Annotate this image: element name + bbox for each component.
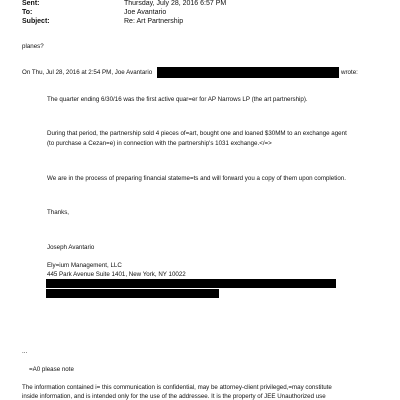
- redaction-signature-line-1: [46, 279, 336, 288]
- signature-name: Joseph Avantario: [47, 244, 95, 251]
- paragraph-1: The quarter ending 6/30/16 was the first active quar=er for AP Narrows LP (the art partnership).: [47, 96, 308, 103]
- thanks-text: Thanks,: [47, 209, 70, 216]
- confidentiality-line-2: inside information, and is intended only for the use of the addressee. It is the property of JEE Unauthorized use: [22, 393, 326, 400]
- to-row: [22, 8, 166, 17]
- to-value: Joe Avantario: [124, 9, 167, 16]
- confidentiality-line-1: The information contained i= this communication is confidential, may be attorney-client privileged,=may constitute: [22, 384, 332, 391]
- redaction-signature-line-2: [46, 289, 219, 298]
- subject-row: [22, 17, 183, 26]
- subject-label: Subject:: [22, 18, 50, 25]
- please-note-text: =A0 please note: [29, 366, 74, 373]
- subject-value: Re: Art Partnership: [124, 18, 184, 25]
- reply-text: planes?: [22, 43, 44, 50]
- paragraph-2-line-2: (to purchase a Cezan=e) in connection with the partnership's 1031 exchange.</=>: [47, 140, 272, 147]
- to-label: To:: [22, 9, 33, 16]
- quote-intro-start: On Thu, Jul 28, 2016 at 2:54 PM, Joe Avantario: [22, 69, 153, 76]
- signature-company: Ely=ium Management, LLC: [47, 262, 122, 269]
- ellipsis-text: ...: [22, 348, 28, 355]
- paragraph-2-line-1: During that period, the partnership sold 4 pieces of=art, bought one and loaned $30MM to an exchange agent: [47, 130, 347, 137]
- quote-intro: [22, 69, 152, 77]
- sent-label: Sent:: [22, 0, 40, 7]
- signature-address: 445 Park Avenue Suite 1401, New York, NY 10022: [47, 271, 186, 278]
- sent-row: [22, 0, 226, 8]
- paragraph-3: We are in the process of preparing financial stateme=ts and will forward you a copy of them upon completion.: [47, 175, 346, 182]
- sent-value: Thursday, July 28, 2016 6:57 PM: [124, 0, 227, 7]
- redaction-email-address: [157, 67, 339, 78]
- quote-intro-end: wrote:: [341, 69, 358, 76]
